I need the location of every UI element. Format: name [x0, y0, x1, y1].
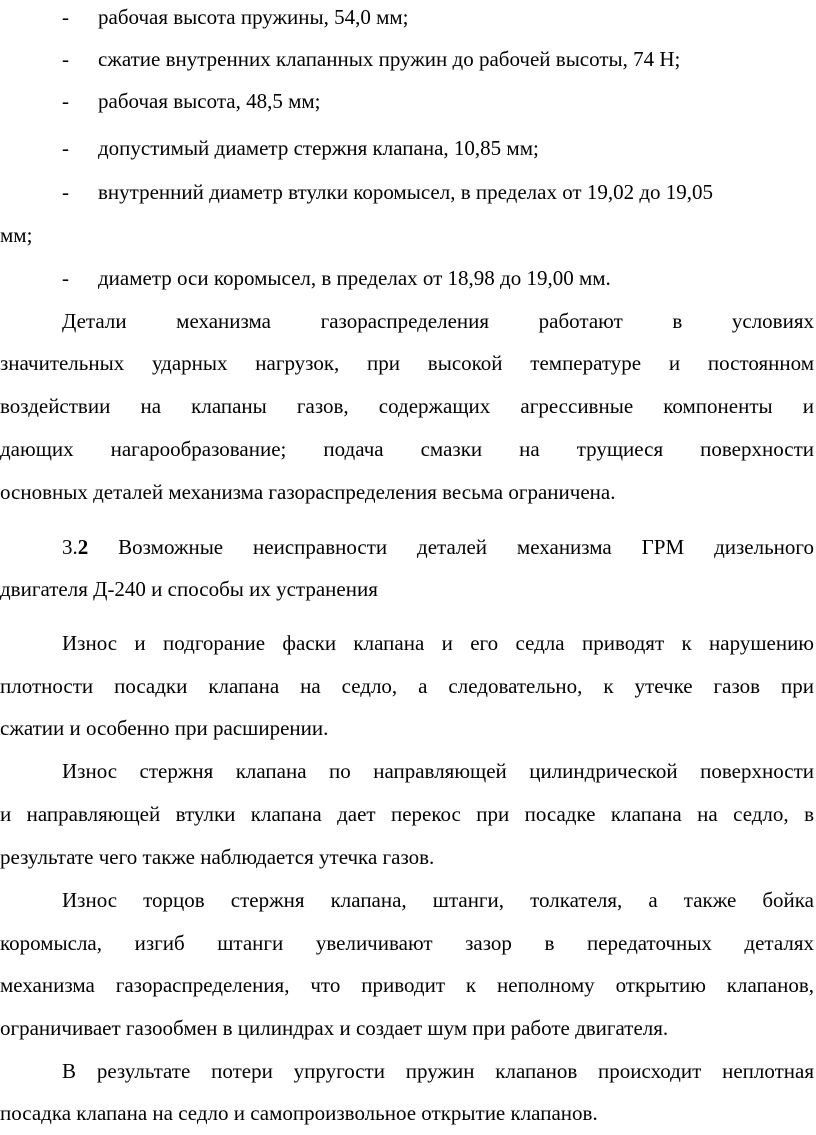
list-item-text: мм;	[0, 223, 33, 247]
list-item-text: диаметр оси коромысел, в пределах от 18,98 до 19,00 мм.	[98, 266, 611, 290]
list-item	[0, 175, 816, 209]
list-dash: -	[62, 5, 69, 29]
section-number-bold: 2	[77, 535, 89, 559]
list-dash: -	[62, 47, 69, 71]
paragraph-line: Износ стержня клапана по направляющей цилиндрической поверхности	[62, 759, 814, 783]
paragraph-line: воздействии на клапаны газов, содержащих агрессивные компоненты и	[0, 394, 814, 418]
list-dash: -	[62, 180, 69, 204]
paragraph-line: коромысла, изгиб штанги увеличивают зазор в передаточных деталях	[0, 931, 814, 955]
list-item	[0, 261, 816, 295]
list-item	[0, 131, 816, 165]
paragraph-line: основных деталей механизма газораспределения весьма ограничена.	[0, 480, 616, 504]
list-dash: -	[62, 266, 69, 290]
paragraph-line: значительных ударных нагрузок, при высокой температуре и постоянном	[0, 351, 814, 375]
section-number	[62, 535, 88, 559]
heading-text: Возможные неисправности деталей механизма ГРМ дизельного	[118, 535, 814, 559]
paragraph-line: результате чего также наблюдается утечка газов.	[0, 845, 435, 869]
paragraph-line: посадка клапана на седло и самопроизвольное открытие клапанов.	[0, 1101, 598, 1125]
list-dash: -	[62, 136, 69, 160]
paragraph-line: Износ и подгорание фаски клапана и его седла приводят к нарушению	[62, 631, 814, 655]
heading-line: двигателя Д-240 и способы их устранения	[0, 577, 378, 601]
list-item	[0, 84, 816, 118]
paragraph-line: В результате потери упругости пружин клапанов происходит неплотная	[62, 1059, 814, 1083]
list-item-text: допустимый диаметр стержня клапана, 10,85 мм;	[98, 136, 539, 160]
list-item-text: сжатие внутренних клапанных пружин до рабочей высоты, 74 Н;	[98, 47, 681, 71]
paragraph-line: и направляющей втулки клапана дает перекос при посадке клапана на седло, в	[0, 802, 814, 826]
list-item-continuation	[0, 218, 816, 252]
heading-line	[0, 530, 814, 564]
list-dash: -	[62, 89, 69, 113]
list-item	[0, 0, 816, 34]
paragraph-line: дающих нагарообразование; подача смазки на трущиеся поверхности	[0, 437, 814, 461]
paragraph-line: плотности посадки клапана на седло, а следовательно, к утечке газов при	[0, 674, 814, 698]
paragraph-line: Детали механизма газораспределения работают в условиях	[62, 309, 814, 333]
list-item-text: рабочая высота пружины, 54,0 мм;	[98, 5, 409, 29]
paragraph-line: сжатии и особенно при расширении.	[0, 716, 329, 740]
list-item-text: внутренний диаметр втулки коромысел, в пределах от 19,02 до 19,05	[98, 180, 714, 204]
paragraph-line: ограничивает газообмен в цилиндрах и создает шум при работе двигателя.	[0, 1016, 669, 1040]
list-item	[0, 42, 816, 76]
list-item-text: рабочая высота, 48,5 мм;	[98, 89, 321, 113]
paragraph-line: Износ торцов стержня клапана, штанги, толкателя, а также бойка	[62, 888, 814, 912]
paragraph-line: механизма газораспределения, что приводит к неполному открытию клапанов,	[0, 973, 814, 997]
section-number-prefix: 3.	[62, 535, 78, 559]
